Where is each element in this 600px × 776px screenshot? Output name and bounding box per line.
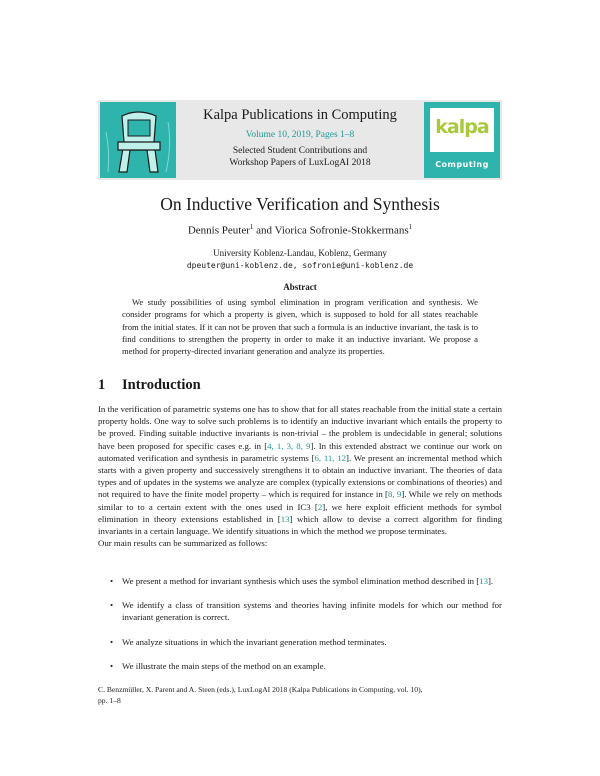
abstract-body (122, 296, 478, 357)
bullet-icon: • (110, 660, 114, 671)
citation-link[interactable]: 8, 9 (387, 489, 402, 500)
intro-text-c: ]. We present an incremental method which starts with a given property and successively strengthens it to obtain an inductive invariant. The theories of data types and of updates in the systems we analyze are complex (typically extensions or combinations of theories) and not required to have the finite model property – which is required for instance in [ (98, 452, 502, 500)
list-item-text: We identify a class of transition systems and theories having infinite models for which our method for invariant generation is correct. (122, 600, 502, 623)
bullet-icon: • (110, 636, 114, 647)
intro-text-d: ]. While we rely on methods similar to (98, 489, 502, 512)
author-2-affil-mark: 1 (408, 223, 413, 231)
list-item-text: We present a method for invariant synthesis which uses the symbol elimination method described in [ (122, 576, 480, 586)
citation-link[interactable]: 4, 1, 3, 8, 9 (267, 440, 311, 451)
author-1-affil-mark: 1 (249, 223, 254, 231)
chair-icon (100, 102, 176, 178)
list-item-text: We analyze situations in which the invariant generation method terminates. (122, 636, 387, 647)
list-item (98, 575, 502, 587)
list-item-text-end: ]. (488, 576, 494, 586)
citation-link[interactable]: 13 (280, 513, 290, 524)
kalpa-chair-logo (100, 102, 176, 178)
collection-line-1: Selected Student Contributions and (232, 146, 368, 156)
intro-text-g: ] which allow to devise a correct algorithm for finding invariants in a certain language. We identify situations in which the method we propose terminates. (98, 513, 502, 537)
authors (0, 223, 600, 237)
section-heading (98, 377, 201, 394)
paper-title: On Inductive Verification and Synthesis (160, 194, 440, 214)
section-title: Introduction (122, 377, 201, 393)
kalpa-logo-word: kalpa (435, 116, 489, 138)
list-item (98, 660, 502, 672)
intro-body (98, 403, 502, 549)
collection-info (180, 145, 420, 169)
contribution-list (98, 575, 502, 684)
citation-link[interactable]: 2 (317, 501, 323, 512)
list-item-text: We illustrate the main steps of the method on an example. (122, 660, 326, 671)
list-item (98, 599, 502, 623)
author-separator: and (253, 224, 275, 237)
list-item (98, 636, 502, 648)
intro-paragraph-2: Our main results can be summarized as follows: (98, 538, 268, 549)
abstract-heading: Abstract (283, 282, 317, 292)
header-text (180, 100, 420, 169)
intro-text-a: In the verification of parametric systems one has to show that for all states reachable from the initial state a certain property holds. One way to solve such problems is to identify an inductive invariant which entails the property to be proved. Finding suitable inductive invariants is non-trivial – the problem is undecidable in general; solutions have been proposed for specific cases e.g. in [ (98, 404, 502, 451)
kalpa-logo-subtitle: Computing (435, 160, 489, 169)
footer-line-1: C. Benzmüller, X. Parent and A. Steen (eds.), LuxLogAI 2018 (Kalpa Publications in Computing, vol. 10), (98, 685, 423, 694)
intro-text-b: ]. In this extended abstract we continue our work on automated verification and synthesis in parametric systems [ (98, 440, 503, 463)
bullet-icon: • (110, 600, 114, 611)
author-1: Dennis Peuter (187, 224, 250, 237)
collection-line-2: Workshop Papers of LuxLogAI 2018 (229, 158, 371, 168)
publisher-title: Kalpa Publications in Computing (203, 107, 397, 123)
citation-link[interactable]: 13 (479, 576, 488, 586)
affiliation: University Koblenz-Landau, Koblenz, Germany (213, 248, 387, 258)
footer-line-2: pp. 1–8 (98, 695, 121, 705)
intro-paragraph-1 (98, 403, 502, 537)
author-2: Viorica Sofronie-Stokkermans (274, 224, 409, 237)
publisher-header (98, 100, 502, 180)
intro-text-e: to a certain extent with the ones used in IC3 [ (137, 501, 318, 512)
intro-text-f: ], we here exploit efficient methods for symbol elimination in theory extensions established in [ (98, 501, 502, 524)
bullet-icon: • (110, 576, 114, 586)
author-emails[interactable]: dpeuter@uni-koblenz.de, sofronie@uni-koblenz.de (186, 261, 414, 270)
abstract-text: We study possibilities of using symbol elimination in program verification and synthesis. We consider programs for which a property is given, which is supposed to hold for all states reachable from the initial states. If it can not be proven that such a formula is an inductive invariant, the task is to find conditions to strengthen the property in order to make it an inductive invariant. We propose a method for property-directed invariant generation and analyze its properties. (122, 297, 478, 357)
volume-info[interactable]: Volume 10, 2019, Pages 1–8 (245, 130, 355, 140)
section-number: 1 (98, 377, 106, 393)
kalpa-logo (424, 102, 500, 178)
citation-link[interactable]: 6, 11, 12 (314, 452, 347, 463)
citation-footer (98, 685, 502, 706)
